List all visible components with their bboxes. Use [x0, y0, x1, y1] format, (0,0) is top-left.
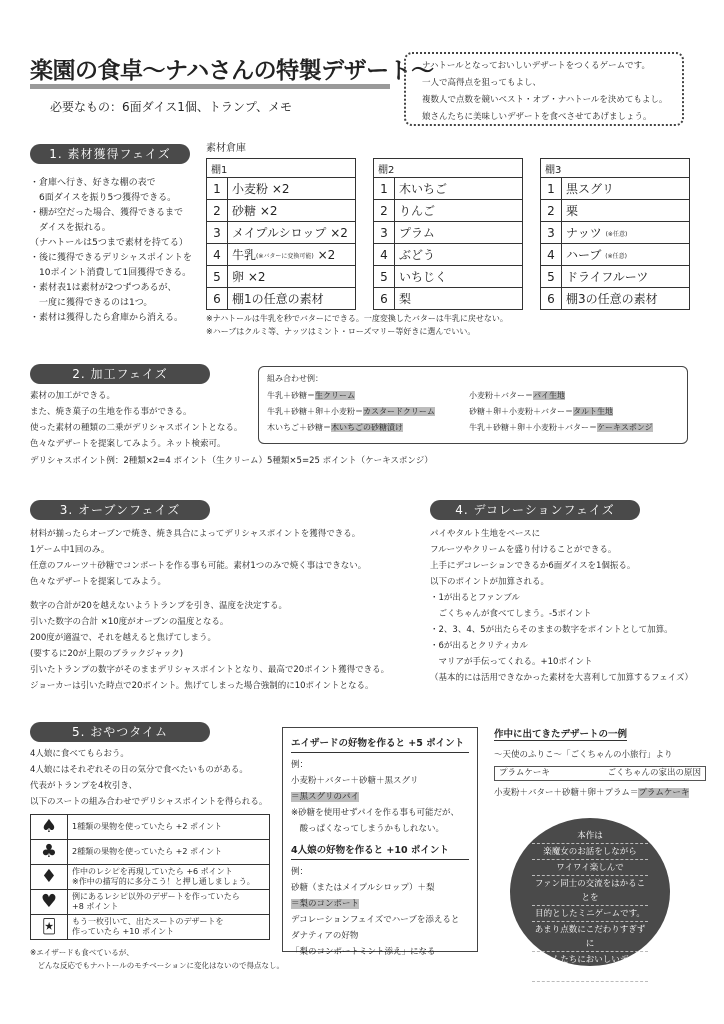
milk-note: (※バターに変換可能)	[256, 253, 314, 260]
phase5-line: 代表がトランプを4枚引き、	[30, 781, 138, 791]
phase2-example: デリシャスポイント例：2種類×2=4 ポイント（生クリーム）5種類×5=25 ポイント（ケーキスポンジ）	[30, 456, 433, 466]
shelf1-item: 卵 ×2	[228, 266, 356, 288]
shelf3-item: 栗	[562, 200, 690, 222]
phase3-line: 引いたトランプの数字がそのままデリシャスポイントとなり、最高で20ポイント獲得できる。	[30, 665, 390, 675]
phase1-line: ・倉庫へ行き、好きな棚の表で	[30, 178, 156, 188]
intro-box	[404, 52, 684, 126]
intro-line: 複数人で点数を競いベスト・オブ・ナハトールを決めてもよし。	[422, 95, 668, 105]
required-items: 必要なもの：6面ダイス1個、トランプ、メモ	[50, 100, 292, 114]
phase3-line: 引いた数字の合計 ×10度がオーブンの温度となる。	[30, 617, 229, 627]
phase1-line: 6面ダイスを振り5つ獲得できる。	[30, 193, 177, 203]
phase1-heading: 1. 素材獲得フェイズ	[30, 144, 190, 164]
heart-icon: ♥	[31, 890, 68, 915]
combo-box	[258, 366, 688, 444]
suit-rule: 作中のレシピを再現していたら +6 ポイント ※作中の描写的に多分こう！と押し通しましょう。	[68, 865, 270, 890]
phase5-note: どんな反応でもナハトールのモチベーションに変化はないので得点なし。	[30, 961, 284, 970]
shelf-number: 1	[541, 178, 562, 200]
phase3-line: ジョーカーは引いた時点で20ポイント。焦げてしまった場合強制的に10ポイントとなる。	[30, 681, 374, 691]
shelf-number: 1	[207, 178, 228, 200]
combo-item	[469, 406, 613, 417]
shelf-number: 3	[207, 222, 228, 244]
message-line: 楽魔女のお話をしながら	[532, 845, 648, 860]
daughters-note: ダナティアの好物	[291, 931, 359, 941]
storage-note: ※ハーブはクルミ等、ナッツはミント・ローズマリー等好きに選んでいい。	[206, 327, 476, 336]
milk-count: ×2	[317, 248, 336, 262]
shelf3-table	[540, 158, 690, 310]
joker-icon: 🃏	[31, 915, 68, 940]
phase5-line: 4人娘に食べてもらおう。	[30, 749, 129, 759]
message-line: 娘さんたちにおいしいデザートを	[532, 953, 648, 982]
example-dessert-source: 〜天使のふりこ〜「ごくちゃんの小旅行」より	[494, 750, 673, 760]
combo-result: タルト生地	[573, 407, 613, 416]
shelf2-item: ぶどう	[395, 244, 523, 266]
example-dessert-name-note: ごくちゃんの家出の原因	[607, 768, 701, 778]
combo-item	[267, 422, 403, 433]
shelf-number: 5	[207, 266, 228, 288]
phase3-line: 200度が適温で、それを越えると焦げてしまう。	[30, 633, 217, 643]
herb-label: ハーブ	[566, 248, 602, 262]
message-line: つくってあげてください。	[539, 985, 641, 995]
shelf1-name: 棚1	[207, 159, 356, 178]
example-dessert-name: プラムケーキ	[499, 768, 550, 778]
combo-title: 組み合わせ例：	[267, 374, 323, 383]
shelf1-item: メイプルシロップ ×2	[228, 222, 356, 244]
intro-line: 一人で高得点を狙ってもよし、	[422, 78, 542, 88]
milk-label: 牛乳	[232, 248, 257, 262]
intro-line: ナハトールとなっておいしいデザートをつくるゲームです。	[422, 61, 650, 71]
phase5-note: ※エイザードも食べているが、	[30, 948, 134, 957]
nuts-label: ナッツ	[566, 226, 602, 240]
shelf1-table	[206, 158, 356, 310]
phase4-line: ごくちゃんが食べてしまう。-5ポイント	[430, 609, 592, 619]
message-line: ワイワイ楽しんで	[532, 861, 648, 876]
phase2-line: 素材の加工ができる。	[30, 391, 116, 401]
shelf-number: 6	[207, 288, 228, 310]
phase3-text	[30, 526, 420, 694]
shelf1-item: 砂糖 ×2	[228, 200, 356, 222]
shelf2-item: 梨	[395, 288, 523, 310]
combo-result: パイ生地	[533, 391, 565, 400]
shelf-number: 1	[374, 178, 395, 200]
eizard-example-result: ＝黒スグリのパイ	[291, 792, 360, 802]
example-dessert-title: 作中に出てきたデザートの一例	[494, 726, 627, 741]
intro-line: 娘さんたちに美味しいデザートを食べさせてあげましょう。	[422, 112, 652, 122]
phase3-line: 色々なデザートを提案してみよう。	[30, 577, 167, 587]
daughters-favorite-title: 4人娘の好物を作ると +10 ポイント	[291, 843, 469, 860]
storage-note: ※ナハトールは牛乳を秒でバターにできる。一度変換したバターは牛乳に戻せない。	[206, 314, 508, 323]
suit-rule: 1種類の果物を使っていたら +2 ポイント	[68, 815, 270, 840]
phase1-line: ・後に獲得できるデリシャスポイントを	[30, 253, 192, 263]
shelf-number: 4	[541, 244, 562, 266]
phase3-line: 材料が揃ったらオーブンで焼き、焼き具合によってデリシャスポイントを獲得できる。	[30, 529, 361, 539]
phase1-line: ・素材は獲得したら倉庫から消える。	[30, 313, 184, 323]
combo-recipe: 木いちご＋砂糖＝	[267, 423, 331, 432]
phase4-line: （基本的には活用できなかった素材を大喜利して加算するフェイズ）	[430, 673, 693, 683]
phase1-line: ・素材表1は素材が2つずつあるが、	[30, 283, 177, 293]
eizard-note: ※砂糖を使用せずパイを作る事も可能だが、	[291, 808, 459, 818]
daughters-example-label: 例：	[291, 867, 309, 877]
phase1-rules	[30, 176, 210, 326]
diamond-icon: ♦	[31, 865, 68, 890]
phase4-text	[430, 526, 720, 686]
phase2-heading: 2. 加工フェイズ	[30, 364, 210, 384]
optional-note: (※任意)	[605, 231, 628, 238]
daughters-example-recipe: 砂糖（またはメイプルシロップ）＋梨	[291, 883, 435, 893]
shelf3-item: 黒スグリ	[562, 178, 690, 200]
phase4-line: フルーツやクリームを盛り付けることができる。	[430, 545, 617, 555]
phase4-line: ・1が出るとファンブル	[430, 593, 520, 603]
phase2-line: また、焼き菓子の生地を作る事ができる。	[30, 407, 192, 417]
message-circle	[510, 818, 670, 995]
phase5-line: 以下のスートの組み合わせでデリシャスポイントを得られる。	[30, 797, 268, 807]
phase5-heading: 5. おやつタイム	[30, 722, 210, 742]
message-line: 目的としたミニゲームです。	[532, 907, 648, 922]
daughters-note: 「梨のコンポートミント添え」になる	[291, 947, 436, 957]
phase3-line: 任意のフルーツ＋砂糖でコンポートを作る事も可能。素材1つのみで焼く事はできない。	[30, 561, 367, 571]
combo-result: 木いちごの砂糖漬け	[331, 423, 403, 432]
phase2-line: 使った素材の種類の二乗がデリシャスポイントとなる。	[30, 423, 243, 433]
phase4-line: パイやタルト生地をベースに	[430, 529, 541, 539]
shelf-number: 6	[374, 288, 395, 310]
phase4-line: ・2、3、4、5が出たらそのままの数字をポイントとして加算。	[430, 625, 673, 635]
combo-recipe: 牛乳＋砂糖＋卵＋小麦粉＋バター＝	[469, 423, 597, 432]
favorites-box	[282, 727, 478, 957]
storage-label: 素材倉庫	[206, 143, 246, 154]
suit-rule: 例にあるレシピ以外のデザートを作っていたら +8 ポイント	[68, 890, 270, 915]
phase4-line: 上手にデコレーションできるか6面ダイスを1個振る。	[430, 561, 636, 571]
phase4-line: ・6が出るとクリティカル	[430, 641, 529, 651]
daughters-example-result: ＝梨のコンポート	[291, 899, 360, 909]
combo-result: ケーキスポンジ	[597, 423, 653, 432]
shelf2-item: プラム	[395, 222, 523, 244]
combo-recipe: 牛乳＋砂糖＋卵＋小麦粉＝	[267, 407, 363, 416]
shelf2-item: 木いちご	[395, 178, 523, 200]
shelf-number: 2	[541, 200, 562, 222]
phase3-line: 1ゲーム中1回のみ。	[30, 545, 110, 555]
phase1-line: ダイスを振れる。	[30, 223, 111, 233]
suit-rule: もう一枚引いて、出たスートのデザートを 作っていたら +10 ポイント	[68, 915, 270, 940]
optional-note: (※任意)	[605, 253, 627, 260]
phase3-heading: 3. オーブンフェイズ	[30, 500, 210, 520]
shelf1-item-milk	[228, 244, 356, 266]
shelf3-item: 棚3の任意の素材	[562, 288, 690, 310]
shelf2-table	[373, 158, 523, 310]
combo-recipe: 牛乳＋砂糖＝	[267, 391, 315, 400]
shelf2-item: りんご	[395, 200, 523, 222]
suit-rules-table	[30, 814, 270, 940]
shelf-number: 5	[541, 266, 562, 288]
shelf2-name: 棚2	[374, 159, 523, 178]
phase4-heading: 4. デコレーションフェイズ	[430, 500, 640, 520]
shelf1-item: 棚1の任意の素材	[228, 288, 356, 310]
example-dessert-name-box	[494, 766, 706, 781]
combo-recipe: 小麦粉＋バター＝	[469, 391, 533, 400]
message-line: 本作は	[532, 829, 648, 844]
phase5-line: 4人娘にはそれぞれその日の気分で食べたいものがある。	[30, 765, 248, 775]
shelf-number: 2	[374, 200, 395, 222]
phase1-line: 一度に獲得できるのは1つ。	[30, 298, 153, 308]
phase3-line: 数字の合計が20を越えないようトランプを引き、温度を決定する。	[30, 601, 287, 611]
combo-item	[267, 406, 435, 417]
shelf3-item-nuts	[562, 222, 690, 244]
combo-result: カスタードクリーム	[363, 407, 435, 416]
combo-item	[469, 422, 653, 433]
daughters-note: デコレーションフェイズでハーブを添えると	[291, 915, 460, 925]
phase1-line: （ナハトールは5つまで素材を持てる）	[30, 238, 188, 248]
phase5-notes	[30, 946, 284, 972]
shelf-number: 5	[374, 266, 395, 288]
shelf1-item: 小麦粉 ×2	[228, 178, 356, 200]
page-title: 楽園の食卓〜ナハさんの特製デザート〜	[30, 58, 434, 84]
message-line: あまり点数にこだわりすぎずに	[532, 923, 648, 952]
phase4-line: マリアが手伝ってくれる。+10ポイント	[430, 657, 593, 667]
example-dessert-recipe: 小麦粉＋バター＋砂糖＋卵＋プラム＝	[494, 788, 639, 798]
club-icon: ♣	[31, 840, 68, 865]
shelf-number: 3	[541, 222, 562, 244]
phase2-text	[30, 388, 260, 452]
combo-item	[267, 390, 355, 401]
phase2-line: 色々なデザートを提案してみよう。ネット検索可。	[30, 439, 226, 449]
suit-rule: 2種類の果物を使っていたら +2 ポイント	[68, 840, 270, 865]
message-line: ファン同士の交流をはかることを	[532, 877, 648, 906]
phase1-line: 10ポイント消費して1回獲得できる。	[30, 268, 192, 278]
eizard-note: 酸っぱくなってしまうかもしれない。	[291, 824, 445, 834]
shelf-number: 4	[207, 244, 228, 266]
shelf-number: 3	[374, 222, 395, 244]
phase5-text	[30, 746, 280, 810]
phase4-line: 以下のポイントが加算される。	[430, 577, 550, 587]
shelf2-item: いちじく	[395, 266, 523, 288]
example-dessert-result: プラムケーキ	[638, 788, 690, 798]
phase1-line: ・棚が空だった場合、獲得できるまで	[30, 208, 184, 218]
eizard-favorite-title: エイザードの好物を作ると +5 ポイント	[291, 736, 469, 753]
eizard-example-recipe: 小麦粉＋バター＋砂糖＋黒スグリ	[291, 776, 419, 786]
combo-recipe: 砂糖＋卵＋小麦粉＋バター＝	[469, 407, 573, 416]
shelf-number: 6	[541, 288, 562, 310]
storage-notes	[206, 312, 508, 338]
shelf3-item: ドライフルーツ	[562, 266, 690, 288]
eizard-example-label: 例：	[291, 760, 309, 770]
combo-item	[469, 390, 565, 401]
title-underline	[30, 84, 390, 89]
shelf3-item-herb	[562, 244, 690, 266]
combo-result: 生クリーム	[315, 391, 355, 400]
spade-icon: ♠	[31, 815, 68, 840]
shelf-number: 4	[374, 244, 395, 266]
shelf3-name: 棚3	[541, 159, 690, 178]
phase3-line: (要するに20が上限のブラックジャック)	[30, 649, 184, 659]
shelf-number: 2	[207, 200, 228, 222]
example-dessert-recipe-line	[494, 786, 689, 798]
